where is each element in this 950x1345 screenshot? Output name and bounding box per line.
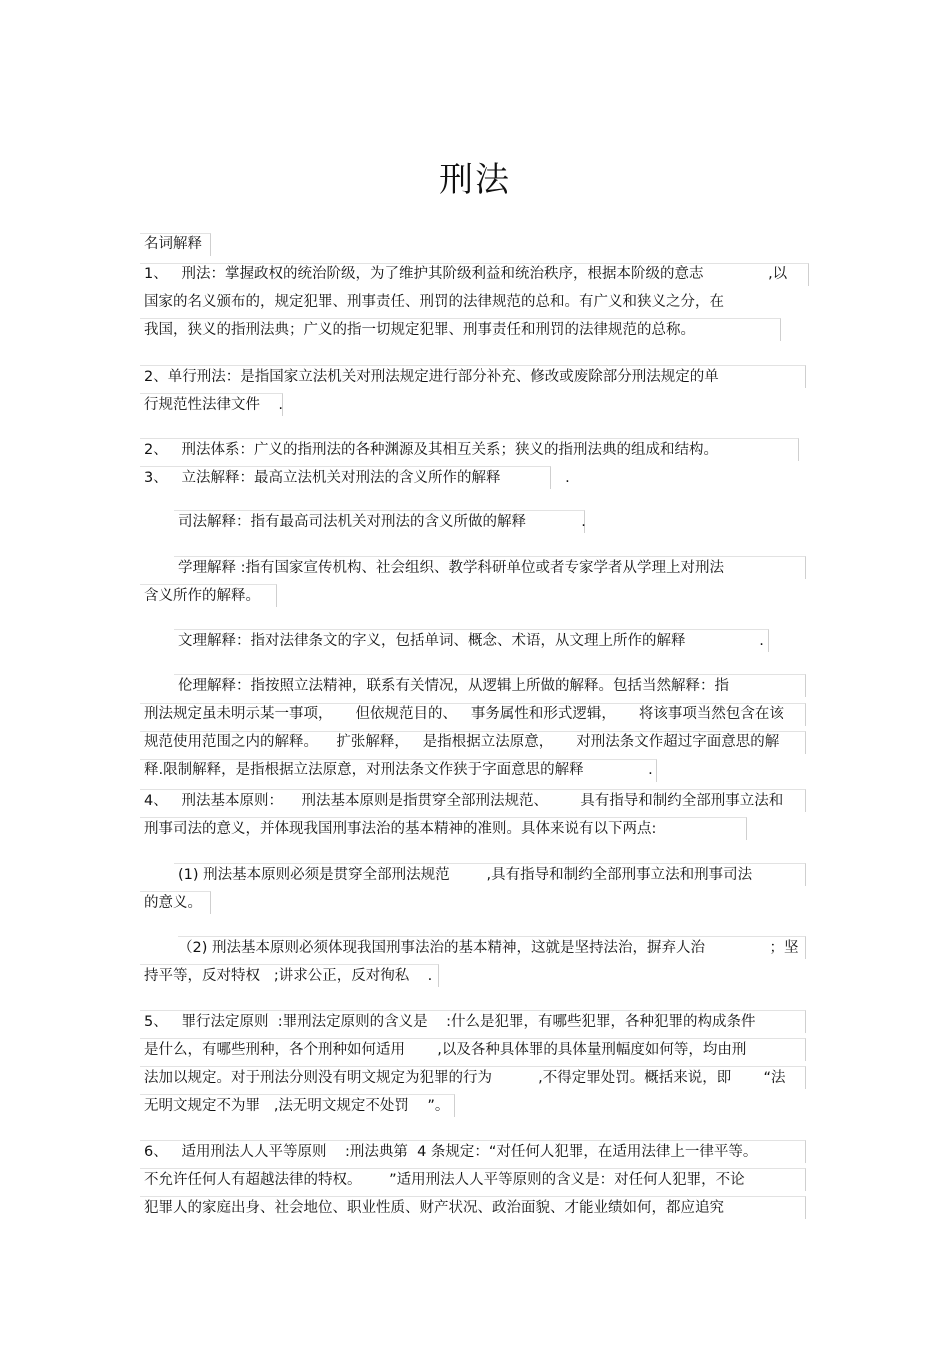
text-line: 行规范性法律文件 .	[144, 397, 284, 413]
text-line: 2、单行刑法：是指国家立法机关对刑法规定进行部分补充、修改或废除部分刑法规定的单	[144, 369, 719, 385]
text-line: 1、 刑法：掌握政权的统治阶级，为了维护其阶级利益和统治秩序，根据本阶级的意志 ,以	[144, 266, 788, 282]
text-line: 规范使用范围之内的解释。 扩张解释， 是指根据立法原意， 对刑法条文作超过字面意思的解	[144, 734, 780, 750]
text-line: 含义所作的解释。	[144, 588, 260, 604]
text-line: 持平等，反对特权 ;讲求公正，反对徇私 .	[144, 968, 433, 984]
text-line: 伦理解释：指按照立法精神，联系有关情况，从逻辑上所做的解释。包括当然解释：指	[178, 678, 729, 694]
text-line: 不允许任何人有超越法律的特权。 ”适用刑法人人平等原则的含义是：对任何人犯罪，不论	[144, 1172, 745, 1188]
text-line: 释.限制解释，是指根据立法原意，对刑法条文作狭于字面意思的解释 .	[144, 762, 653, 778]
page-title: 刑法	[439, 160, 511, 200]
text-line: （2) 刑法基本原则必须体现我国刑事法治的基本精神，这就是坚持法治，摒弃人治 ；坚	[178, 940, 799, 956]
section-heading: 名词解释	[144, 236, 202, 252]
text-line: 无明文规定不为罪 ,法无明文规定不处罚 ”。	[144, 1098, 450, 1114]
text-line: 刑事司法的意义，并体现我国刑事法治的基本精神的准则。具体来说有以下两点:	[144, 821, 657, 837]
text-line: 6、 适用刑法人人平等原则 :刑法典第 4 条规定：“对任何人犯罪，在适用法律上一律平等。	[144, 1144, 758, 1160]
text-line: 是什么，有哪些刑种，各个刑种如何适用 ,以及各种具体罪的具体量刑幅度如何等，均由刑	[144, 1042, 747, 1058]
text-line: 5、 罪行法定原则 :罪刑法定原则的含义是 :什么是犯罪，有哪些犯罪，各种犯罪的构成条件	[144, 1014, 756, 1030]
text-line: 2、 刑法体系：广义的指刑法的各种渊源及其相互关系；狭义的指刑法典的组成和结构。	[144, 442, 719, 458]
text-line: 文理解释：指对法律条文的字义，包括单词、概念、术语，从文理上所作的解释 .	[178, 633, 764, 649]
text-line: 4、 刑法基本原则： 刑法基本原则是指贯穿全部刑法规范、 具有指导和制约全部刑事立法和	[144, 793, 784, 809]
text-line: 法加以规定。对于刑法分则没有明文规定为犯罪的行为 ,不得定罪处罚。概括来说，即 “法	[144, 1070, 786, 1086]
text-line: 犯罪人的家庭出身、社会地位、职业性质、财产状况、政治面貌、才能业绩如何，都应追究	[144, 1200, 724, 1216]
text-line: 司法解释：指有最高司法机关对刑法的含义所做的解释 .	[178, 514, 586, 530]
text-line: 刑法规定虽未明示某一事项， 但依规范目的、 事务属性和形式逻辑， 将该事项当然包含在该	[144, 706, 784, 722]
text-line: 学理解释 :指有国家宣传机构、社会组织、教学科研单位或者专家学者从学理上对刑法	[178, 560, 724, 576]
text-line: 国家的名义颁布的，规定犯罪、刑事责任、刑罚的法律规范的总和。有广义和狭义之分，在	[144, 294, 724, 310]
text-line: (1) 刑法基本原则必须是贯穿全部刑法规范 ,具有指导和制约全部刑事立法和刑事司法	[178, 867, 753, 883]
text-line: 我国，狭义的指刑法典；广义的指一切规定犯罪、刑事责任和刑罚的法律规范的总称。	[144, 322, 695, 338]
text-line: 的意义。	[144, 895, 202, 911]
text-line: 3、 立法解释：最高立法机关对刑法的含义所作的解释 .	[144, 470, 570, 486]
